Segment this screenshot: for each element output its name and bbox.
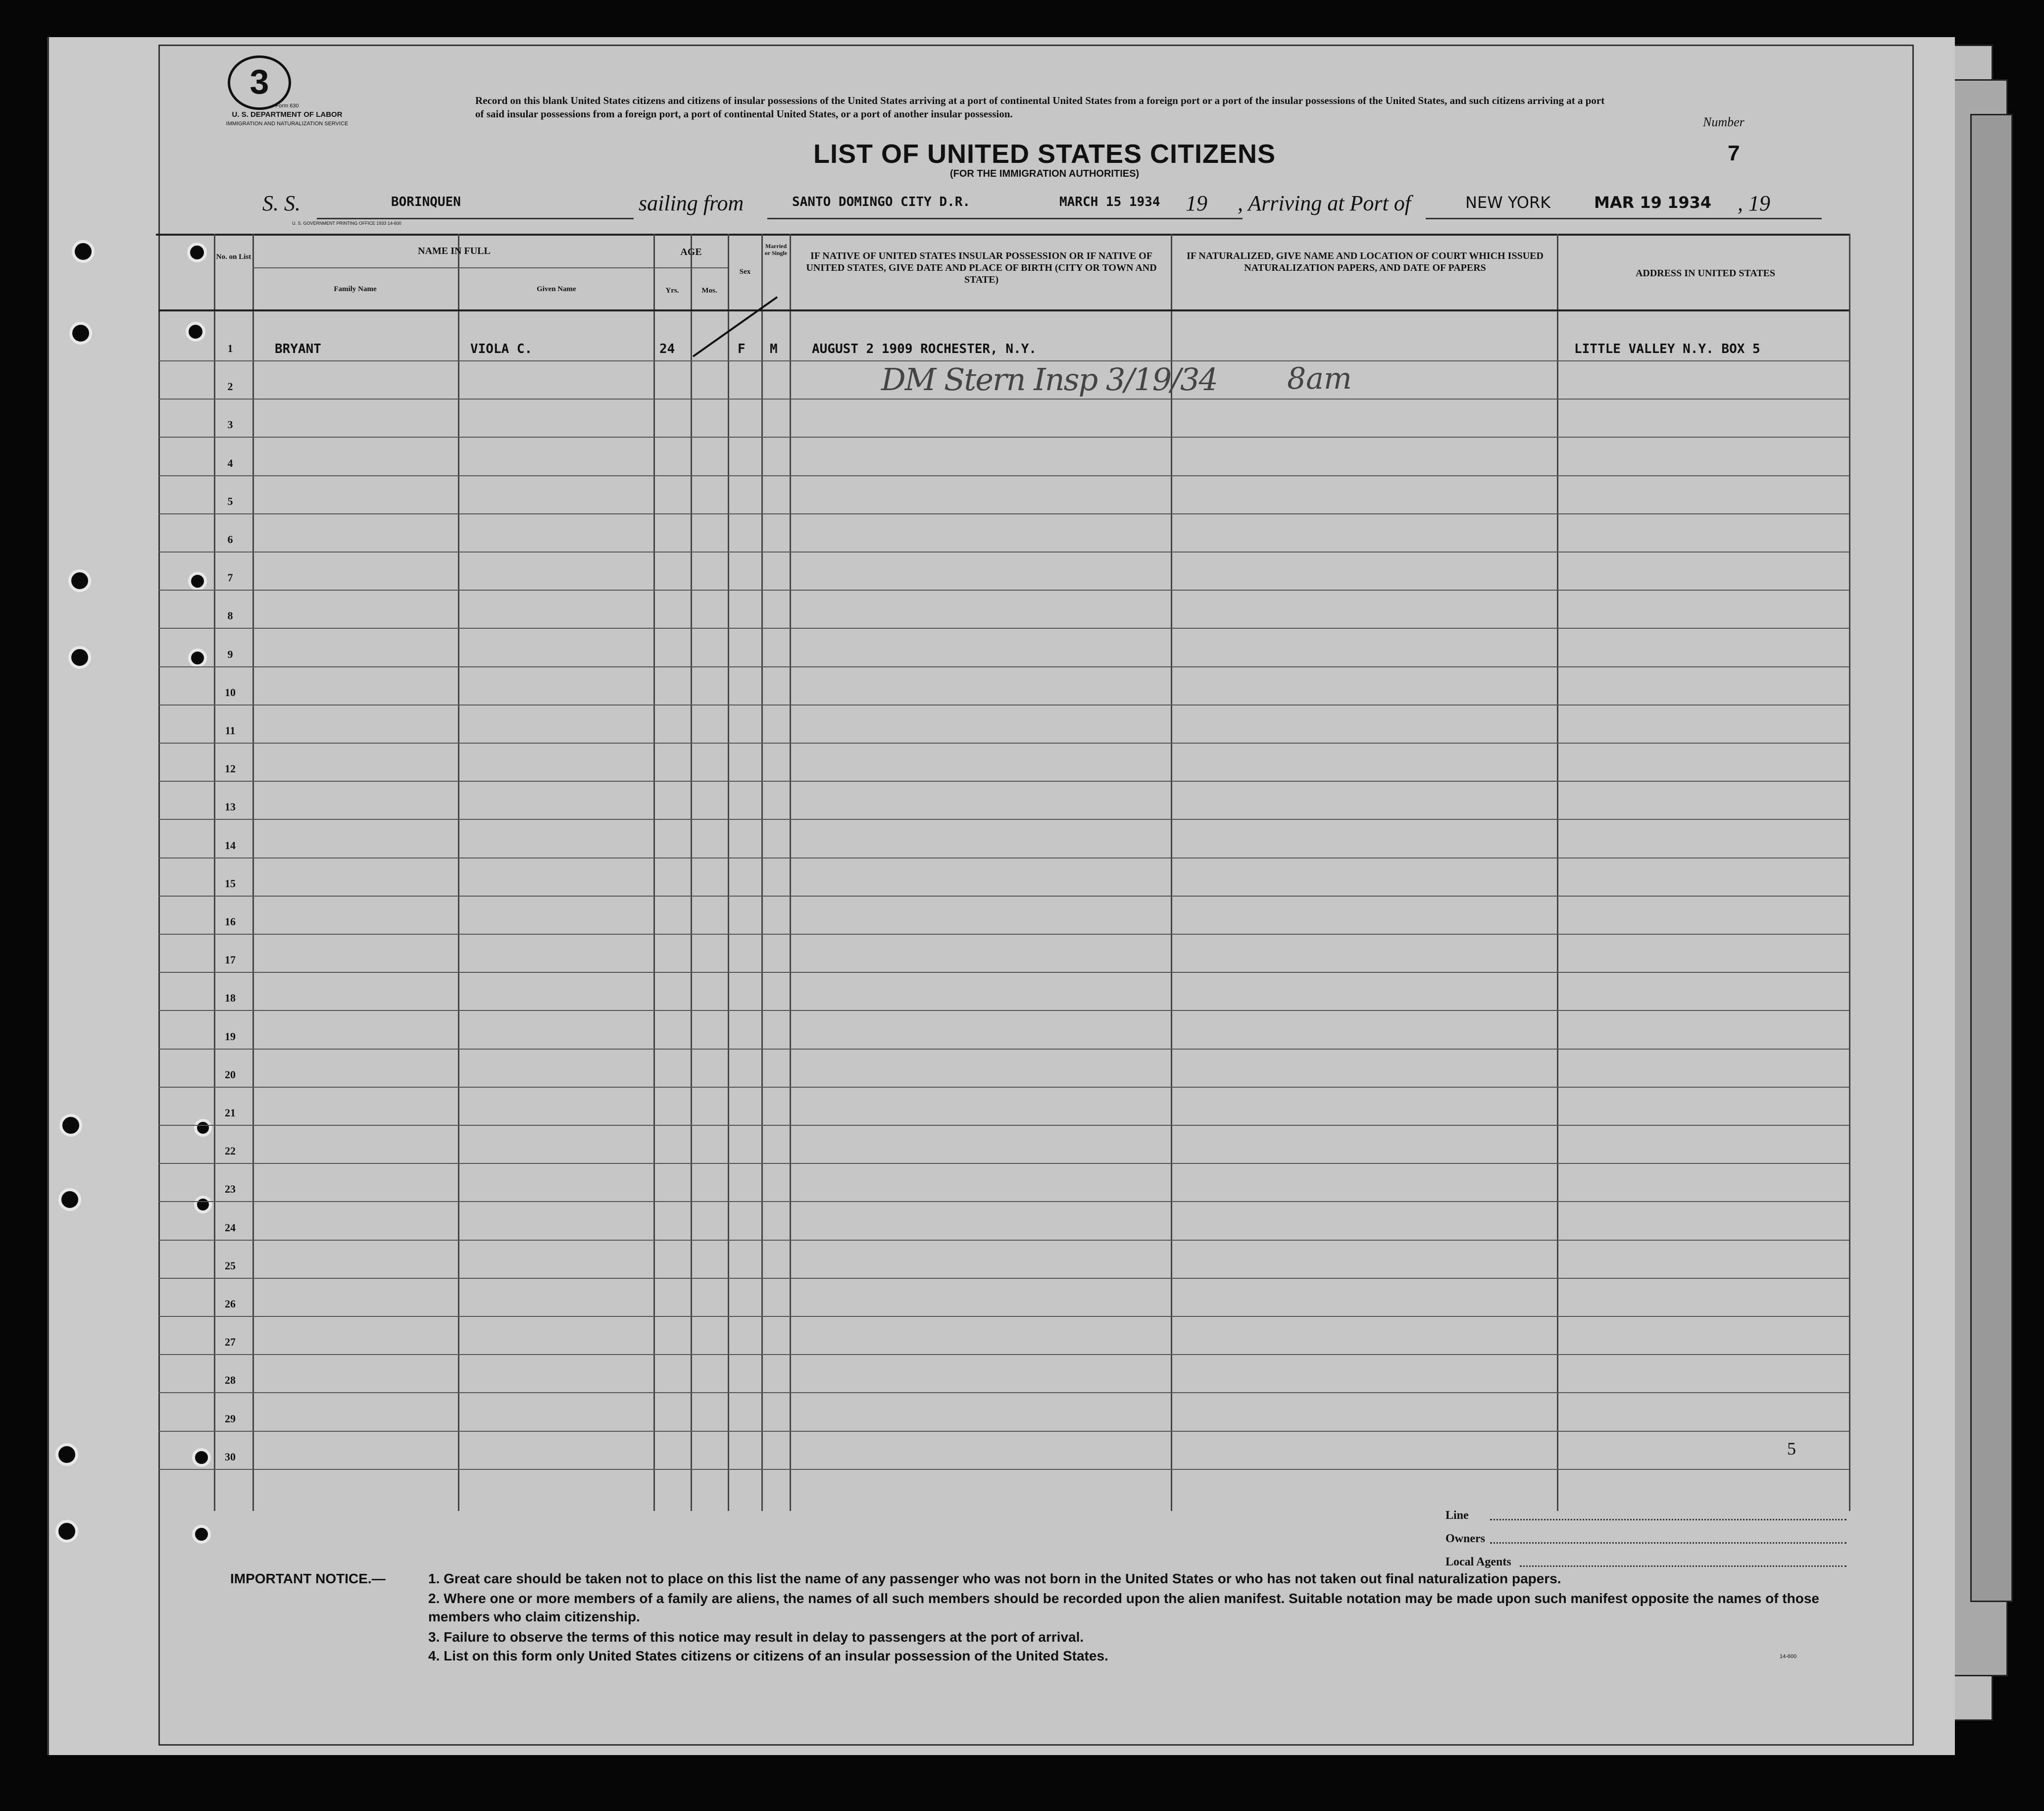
line-field bbox=[1490, 1519, 1846, 1520]
married-cell: M bbox=[770, 342, 778, 356]
row-rule bbox=[158, 704, 1849, 705]
row-number: 17 bbox=[225, 954, 236, 966]
column-rule bbox=[252, 234, 254, 1511]
col-header-sex: Sex bbox=[739, 268, 751, 276]
column-rule bbox=[728, 234, 729, 1511]
row-number: 26 bbox=[225, 1298, 236, 1310]
col-header-family: Family Name bbox=[334, 285, 377, 293]
family-name-cell: BRYANT bbox=[275, 342, 321, 356]
col-header-age: AGE bbox=[680, 247, 702, 257]
row-number: 20 bbox=[225, 1068, 236, 1081]
row-number: 25 bbox=[225, 1259, 236, 1272]
row-number: 16 bbox=[225, 915, 236, 928]
arrival-port: NEW YORK bbox=[1465, 193, 1551, 212]
form-number: Form 630 bbox=[275, 103, 299, 109]
number-label: Number bbox=[1703, 115, 1745, 129]
row-number: 24 bbox=[225, 1221, 236, 1234]
notice-title: IMPORTANT NOTICE.— bbox=[230, 1571, 386, 1586]
row-rule bbox=[158, 972, 1849, 973]
row-number: 22 bbox=[225, 1145, 236, 1157]
row-number: 30 bbox=[225, 1450, 236, 1463]
header-rule bbox=[252, 267, 656, 268]
header-rule bbox=[653, 267, 728, 268]
row-number: 3 bbox=[227, 418, 233, 431]
given-name-cell: VIOLA C. bbox=[470, 342, 533, 356]
col-header-married: Married or Single bbox=[764, 243, 788, 256]
binder-hole bbox=[55, 1520, 78, 1543]
department-name: U. S. DEPARTMENT OF LABOR bbox=[232, 110, 343, 119]
row-number: 2 bbox=[227, 380, 233, 393]
row-rule bbox=[158, 896, 1849, 897]
column-rule bbox=[1849, 234, 1850, 1511]
owners-field bbox=[1490, 1542, 1846, 1544]
notice-item: 3. Failure to observe the terms of this notice may result in delay to passengers at the port of arrival. bbox=[428, 1629, 1084, 1645]
row-rule bbox=[158, 513, 1849, 514]
row-number: 15 bbox=[225, 877, 236, 890]
row-rule bbox=[158, 1201, 1849, 1202]
col-header-address: ADDRESS IN UNITED STATES bbox=[1635, 268, 1776, 279]
binder-hole bbox=[55, 1443, 78, 1466]
instructions-text: Record on this blank United States citizens and citizens of insular possessions of the United States arriving at a port of continental United States from a foreign port or a port of the insular possessions of the United States, and such citizens arriving at a port of said insular possessions from a foreign port, a port of continental United States, or a port of another insular possession. bbox=[475, 95, 1605, 120]
row-rule bbox=[158, 628, 1849, 629]
row-rule bbox=[158, 1354, 1849, 1355]
sailing-label: sailing from bbox=[639, 191, 744, 215]
ship-name: BORINQUEN bbox=[391, 195, 461, 209]
binder-hole bbox=[69, 322, 92, 345]
col-header-naturalized: IF NATURALIZED, GIVE NAME AND LOCATION OF COURT WHICH ISSUED NATURALIZATION PAPERS, AND DATE OF PAPERS bbox=[1187, 251, 1544, 273]
column-rule bbox=[790, 234, 791, 1511]
handwritten-time-note: 8am bbox=[1287, 361, 1352, 396]
address-cell: LITTLE VALLEY N.Y. BOX 5 bbox=[1574, 342, 1760, 356]
diagonal-mark bbox=[688, 292, 782, 361]
row-number: 13 bbox=[225, 801, 236, 813]
form-number-bottom: 14-600 bbox=[1780, 1654, 1797, 1660]
row-rule bbox=[158, 399, 1849, 400]
local-agents-field bbox=[1520, 1565, 1846, 1567]
circled-page-number: 3 bbox=[228, 55, 291, 110]
row-number: 8 bbox=[227, 609, 233, 622]
birth-cell: AUGUST 2 1909 ROCHESTER, N.Y. bbox=[812, 342, 1037, 356]
row-number: 7 bbox=[227, 571, 233, 584]
row-number: 4 bbox=[227, 456, 233, 469]
binder-hole bbox=[68, 569, 91, 592]
row-number: 27 bbox=[225, 1336, 236, 1349]
binder-hole bbox=[68, 646, 91, 669]
row-number: 29 bbox=[225, 1412, 236, 1425]
service-name: IMMIGRATION AND NATURALIZATION SERVICE bbox=[226, 121, 349, 127]
row-number: 28 bbox=[225, 1374, 236, 1387]
col-header-mos: Mos. bbox=[701, 287, 717, 295]
local-agents-label: Local Agents bbox=[1446, 1556, 1511, 1568]
arriving-label: , Arriving at Port of bbox=[1238, 191, 1411, 215]
handwritten-inspector-note: DM Stern Insp 3/19/34 bbox=[881, 361, 1217, 398]
page-subtitle: (FOR THE IMMIGRATION AUTHORITIES) bbox=[949, 168, 1140, 179]
printer-imprint: U. S. GOVERNMENT PRINTING OFFICE 1933 14-600 bbox=[292, 221, 401, 226]
binder-hole bbox=[58, 1188, 81, 1211]
notice-item: 1. Great care should be taken not to place on this list the name of any passenger who was not born in the United States or who has not taken out final naturalization papers. bbox=[428, 1571, 1561, 1586]
binder-hole bbox=[59, 1114, 82, 1137]
row-rule bbox=[158, 1278, 1849, 1279]
row-number: 10 bbox=[225, 686, 236, 699]
passenger-table bbox=[156, 234, 1849, 1513]
age-cell: 24 bbox=[659, 342, 675, 356]
column-rule bbox=[1557, 234, 1558, 1511]
row-rule bbox=[158, 819, 1849, 820]
row-rule bbox=[158, 1087, 1849, 1088]
underline bbox=[767, 218, 1243, 219]
row-rule bbox=[158, 1010, 1849, 1011]
row-rule bbox=[158, 666, 1849, 667]
department-block bbox=[208, 101, 366, 128]
row-number: 11 bbox=[225, 724, 236, 737]
col-header-yrs: Yrs. bbox=[665, 287, 679, 295]
row-number: 12 bbox=[225, 762, 236, 775]
row-rule bbox=[158, 475, 1849, 476]
owners-label: Owners bbox=[1446, 1532, 1485, 1545]
departure-date: MARCH 15 1934 bbox=[1059, 195, 1160, 209]
row-number: 14 bbox=[225, 839, 236, 852]
row-rule bbox=[158, 1469, 1849, 1470]
departure-port: SANTO DOMINGO CITY D.R. bbox=[792, 195, 971, 209]
row-rule bbox=[158, 1431, 1849, 1432]
arrival-date-stamp: MAR 19 1934 bbox=[1594, 193, 1712, 212]
col-header-given: Given Name bbox=[537, 285, 576, 293]
column-rule bbox=[1171, 234, 1172, 1511]
row-number: 5 bbox=[227, 495, 233, 507]
row-rule bbox=[158, 934, 1849, 935]
row-rule bbox=[158, 590, 1849, 591]
row-rule bbox=[158, 1049, 1849, 1050]
number-value: 7 bbox=[1728, 141, 1740, 165]
sex-cell: F bbox=[738, 342, 746, 356]
row-rule bbox=[158, 781, 1849, 782]
underline bbox=[1426, 218, 1822, 219]
page-stack-edge bbox=[1970, 114, 2013, 1602]
row-rule bbox=[158, 743, 1849, 744]
underline bbox=[317, 218, 634, 219]
notice-item: 4. List on this form only United States citizens or citizens of an insular possession of the United States. bbox=[428, 1648, 1108, 1663]
column-rule bbox=[653, 234, 655, 1511]
row-rule bbox=[158, 1392, 1849, 1393]
row-rule bbox=[158, 552, 1849, 553]
row-number: 23 bbox=[225, 1183, 236, 1196]
line-label: Line bbox=[1446, 1509, 1469, 1522]
row-number: 6 bbox=[227, 533, 233, 546]
row-rule bbox=[158, 857, 1849, 858]
row-rule bbox=[158, 1316, 1849, 1317]
page-title: LIST OF UNITED STATES CITIZENS bbox=[813, 139, 1276, 169]
column-rule bbox=[691, 234, 692, 1511]
year-suffix: , 19 bbox=[1738, 191, 1770, 215]
col-header-birth: IF NATIVE OF UNITED STATES INSULAR POSSESSION OR IF NATIVE OF UNITED STATES, GIVE DATE AND PLACE OF BIRTH (CITY OR TOWN AND STATE) bbox=[806, 251, 1157, 285]
column-rule bbox=[761, 234, 763, 1511]
column-rule bbox=[458, 234, 459, 1511]
header-bottom-rule bbox=[158, 309, 1849, 311]
row-rule bbox=[158, 1240, 1849, 1241]
col-header-name: NAME IN FULL bbox=[418, 246, 491, 256]
binder-hole bbox=[192, 1525, 211, 1544]
row-number: 19 bbox=[225, 1030, 236, 1043]
row-number: 9 bbox=[227, 648, 233, 660]
notice-item: 2. Where one or more members of a family are aliens, the names of all such members should be recorded upon the alien manifest. Suitable notation may be made upon such manifest opposite the names of those members who claim citizenship. bbox=[428, 1591, 1819, 1624]
binder-hole bbox=[72, 240, 95, 263]
row-number: 18 bbox=[225, 992, 236, 1005]
year-prefix: 19 bbox=[1186, 191, 1207, 215]
row-number: 1 bbox=[227, 342, 233, 354]
row-number: 21 bbox=[225, 1107, 236, 1119]
row-rule bbox=[158, 1163, 1849, 1164]
diagonal-mark-line bbox=[693, 297, 777, 356]
col-header-no: No. on List bbox=[216, 253, 251, 261]
page-number: 5 bbox=[1787, 1439, 1796, 1459]
row-rule bbox=[158, 1125, 1849, 1126]
row-rule bbox=[158, 437, 1849, 438]
ss-label: S. S. bbox=[262, 191, 300, 215]
